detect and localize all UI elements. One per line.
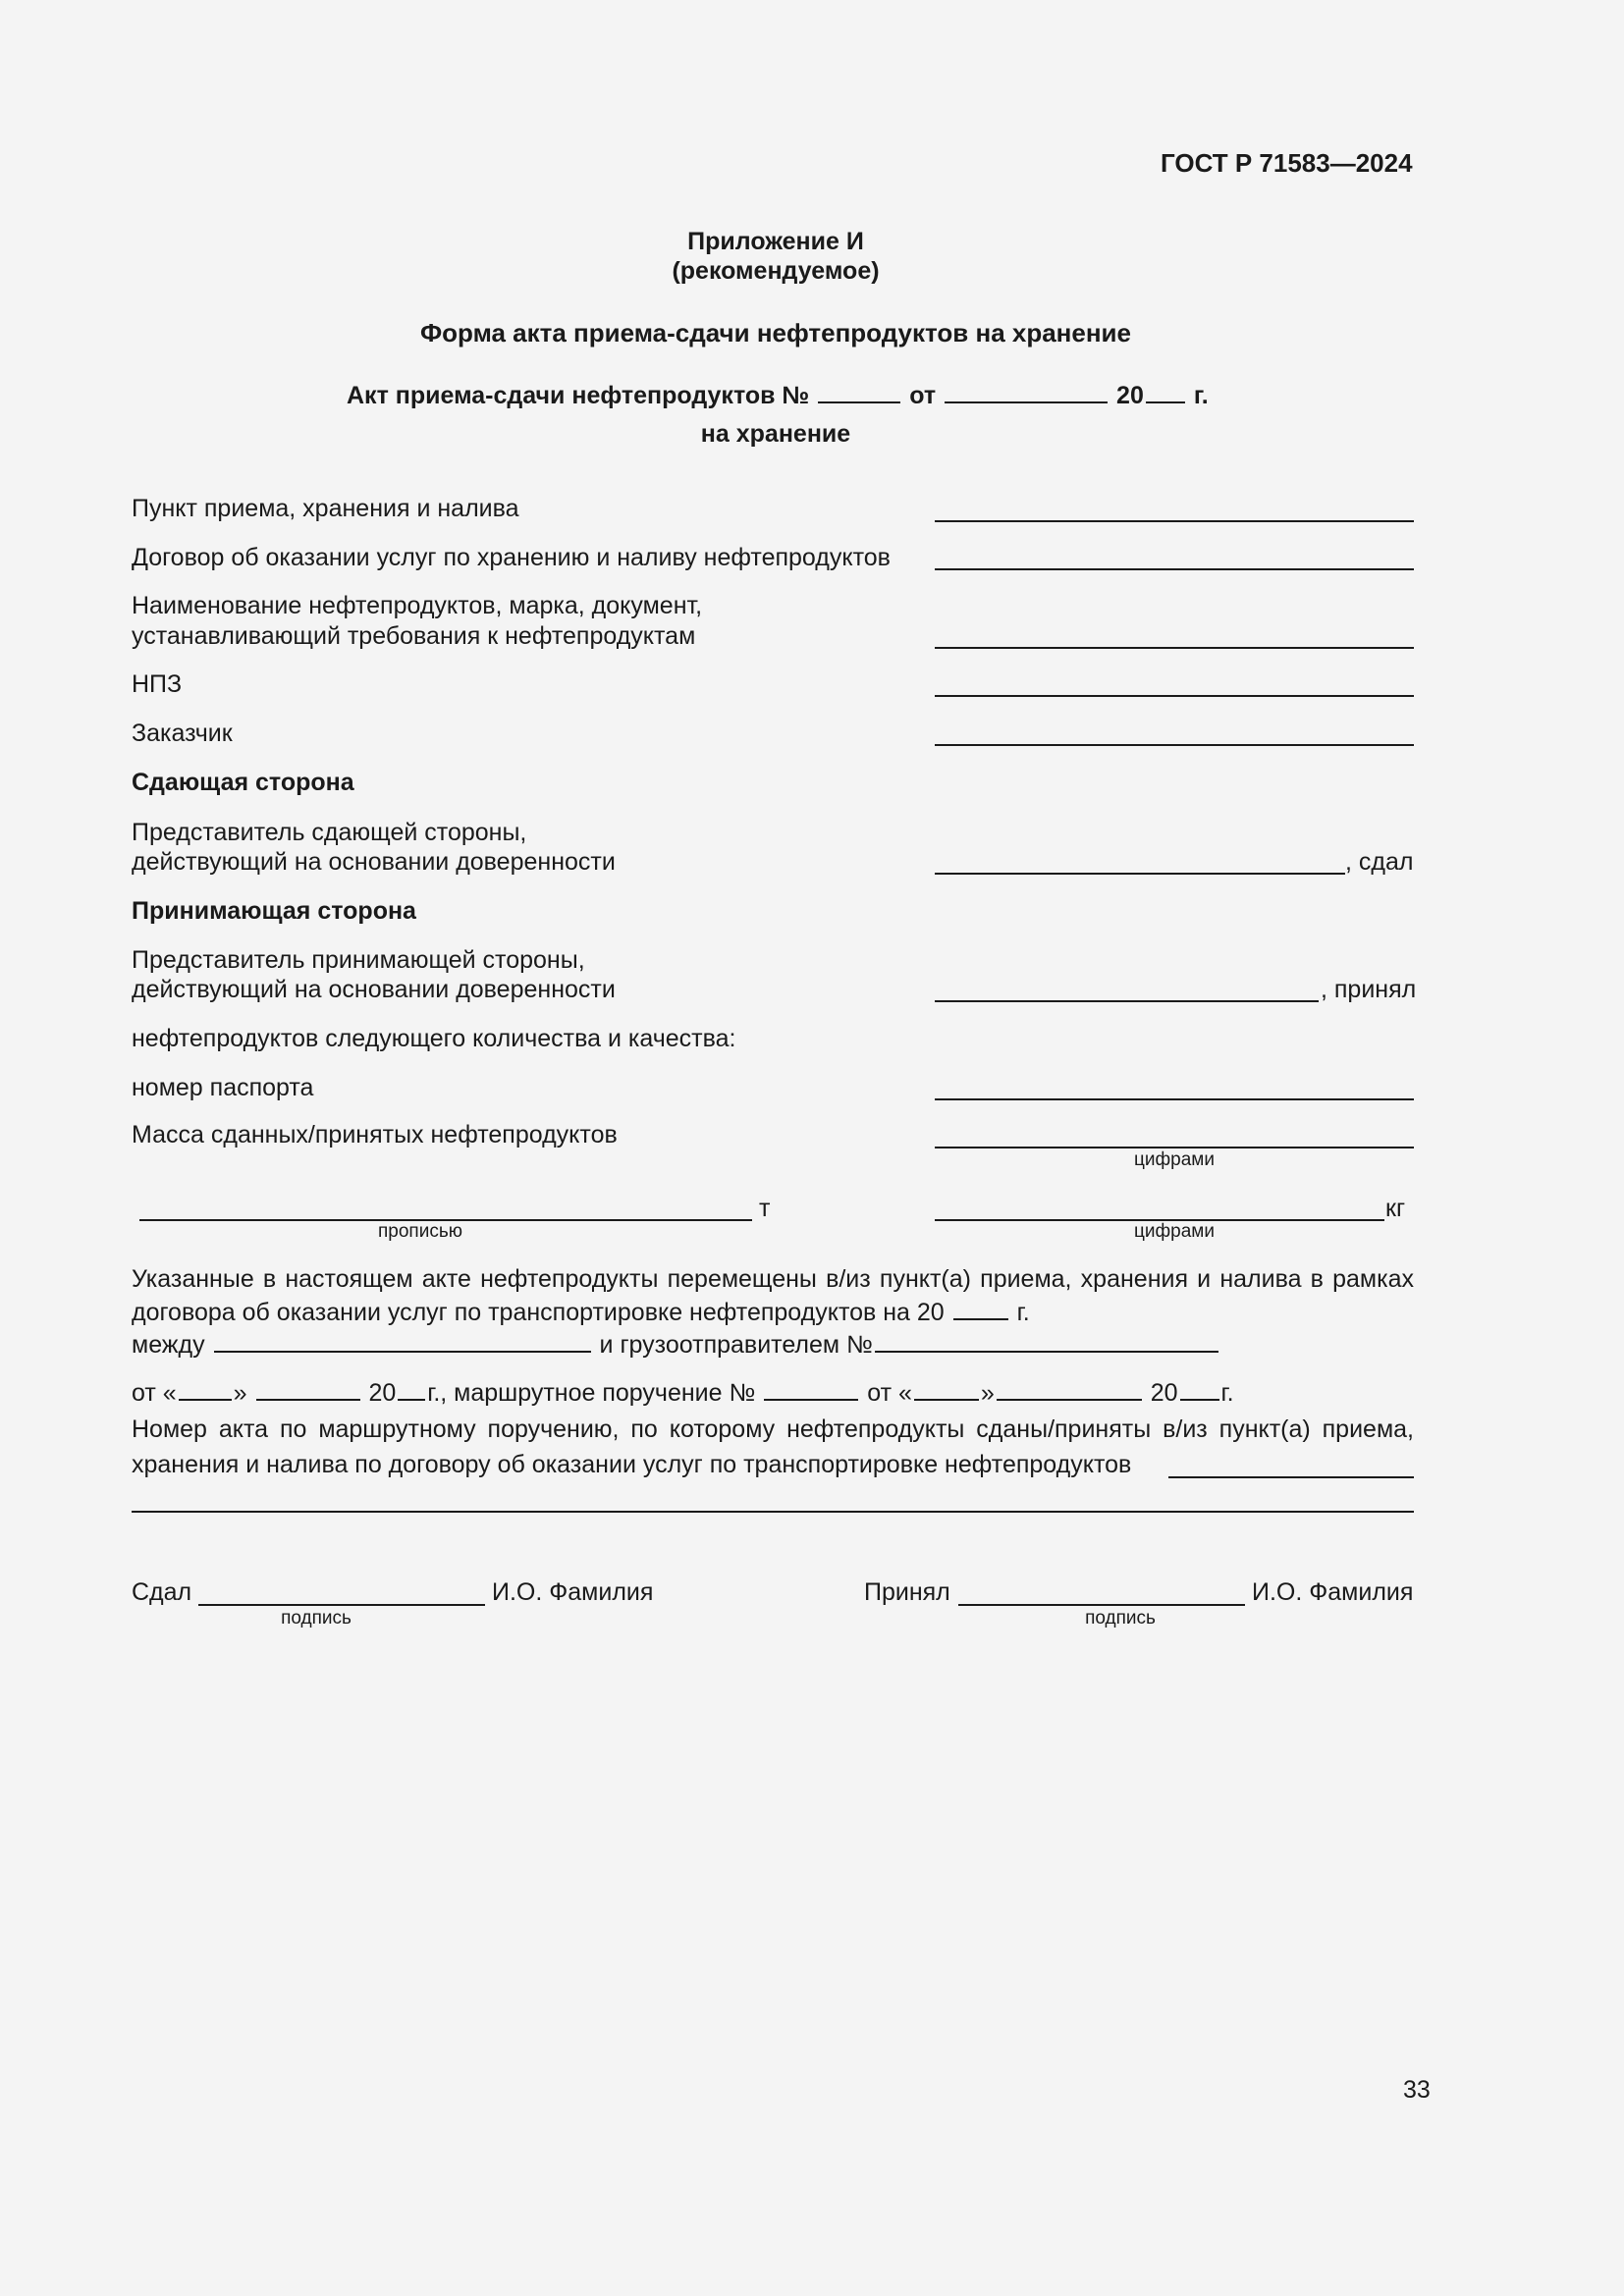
paragraph-from-2: от « xyxy=(867,1379,912,1407)
paragraph-day-blank-1 xyxy=(179,1377,232,1401)
deliver-suffix: , сдал xyxy=(1345,848,1414,876)
signature-handed-label: Сдал xyxy=(132,1578,192,1606)
paragraph-year-blank-2 xyxy=(1180,1377,1219,1401)
paragraph-shipper: и грузоотправителем № xyxy=(599,1331,873,1359)
appendix-type: (рекомендуемое) xyxy=(672,257,880,285)
field-point-label: Пункт приема, хранения и налива xyxy=(132,495,519,522)
field-mass-label: Масса сданных/принятых нефтепродуктов xyxy=(132,1121,618,1148)
signature-handed-line xyxy=(198,1604,485,1606)
act-subtitle: на хранение xyxy=(700,420,851,448)
form-title: Форма акта приема-сдачи нефтепродуктов на хранение xyxy=(419,318,1131,347)
paragraph-route-blank xyxy=(764,1377,858,1401)
caption-digits-1: цифрами xyxy=(1134,1149,1215,1170)
field-passport-label: номер паспорта xyxy=(132,1074,314,1101)
field-customer-line xyxy=(935,744,1414,746)
following-text: нефтепродуктов следующего количества и качества: xyxy=(132,1025,736,1052)
receive-suffix: , принял xyxy=(1321,976,1417,1003)
act-title-prefix: Акт приема-сдачи нефтепродуктов № xyxy=(347,382,810,409)
paragraph-line-5: Номер акта по маршрутному поручению, по которому нефтепродукты сданы/приняты в/из пункт(а) приема, xyxy=(132,1415,1414,1443)
receive-rep-line xyxy=(935,1000,1319,1002)
paragraph-quote-1: » xyxy=(233,1379,247,1407)
delivering-side-heading: Сдающая сторона xyxy=(132,769,354,796)
paragraph-full-line xyxy=(132,1511,1414,1513)
caption-words: прописью xyxy=(378,1221,462,1242)
caption-digits-2: цифрами xyxy=(1134,1221,1215,1242)
field-mass-line xyxy=(935,1147,1414,1148)
deliver-rep-line xyxy=(935,873,1345,875)
receiving-side-heading: Принимающая сторона xyxy=(132,897,416,925)
paragraph-route-order: г., маршрутное поручение № xyxy=(427,1379,756,1407)
signature-handed-caption: подпись xyxy=(281,1608,352,1629)
signature-received-caption: подпись xyxy=(1085,1608,1156,1629)
act-title-line xyxy=(347,380,1209,411)
paragraph-quote-2: » xyxy=(980,1379,995,1407)
field-passport-line xyxy=(935,1098,1414,1100)
paragraph-line-4 xyxy=(132,1377,1234,1409)
appendix-title: Приложение И xyxy=(687,228,864,255)
field-customer-label: Заказчик xyxy=(132,720,233,747)
page-number: 33 xyxy=(1403,2076,1431,2104)
paragraph-month-blank-2 xyxy=(997,1377,1142,1401)
paragraph-line-2-suffix: г. xyxy=(1016,1299,1030,1326)
signature-received-name: И.О. Фамилия xyxy=(1252,1578,1414,1606)
paragraph-month-blank-1 xyxy=(256,1377,360,1401)
unit-kg: кг xyxy=(1385,1195,1406,1222)
paragraph-year-2: 20 xyxy=(1150,1379,1178,1407)
field-contract-label: Договор об оказании услуг по хранению и наливу нефтепродуктов xyxy=(132,544,891,571)
act-title-year: 20 xyxy=(1116,382,1144,409)
paragraph-between-blank xyxy=(214,1329,591,1353)
paragraph-year-blank xyxy=(953,1297,1008,1320)
paragraph-line-2-prefix: договора об оказании услуг по транспортировке нефтепродуктов на 20 xyxy=(132,1299,945,1326)
paragraph-line-3 xyxy=(132,1329,1220,1361)
field-name-line xyxy=(935,647,1414,649)
unit-tonnes: т xyxy=(759,1195,771,1222)
deliver-rep-label-1: Представитель сдающей стороны, xyxy=(132,819,527,846)
standard-number: ГОСТ Р 71583—2024 xyxy=(1161,148,1413,178)
field-name-label-2: устанавливающий требования к нефтепродуктам xyxy=(132,622,696,650)
receive-rep-label-1: Представитель принимающей стороны, xyxy=(132,946,585,974)
act-date-blank xyxy=(945,380,1108,403)
field-name-label-1: Наименование нефтепродуктов, марка, документ, xyxy=(132,592,703,619)
paragraph-day-blank-2 xyxy=(914,1377,979,1401)
field-contract-line xyxy=(935,568,1414,570)
act-year-blank xyxy=(1146,380,1185,403)
act-title-from: от xyxy=(909,382,937,409)
paragraph-line-4-end: г. xyxy=(1220,1379,1234,1407)
paragraph-line-6: хранения и налива по договору об оказании услуг по транспортировке нефтепродуктов xyxy=(132,1451,1132,1478)
paragraph-line-2 xyxy=(132,1297,1030,1328)
paragraph-between: между xyxy=(132,1331,205,1359)
paragraph-shipper-blank xyxy=(875,1329,1218,1353)
field-point-line xyxy=(935,520,1414,522)
signature-received-line xyxy=(958,1604,1245,1606)
act-title-suffix: г. xyxy=(1193,382,1209,409)
receive-rep-label-2: действующий на основании доверенности xyxy=(132,976,616,1003)
field-refinery-label: НПЗ xyxy=(132,670,183,698)
deliver-rep-label-2: действующий на основании доверенности xyxy=(132,848,616,876)
act-number-blank xyxy=(818,380,900,403)
paragraph-year-1: 20 xyxy=(368,1379,397,1407)
paragraph-line-1: Указанные в настоящем акте нефтепродукты перемещены в/из пункт(а) приема, хранения и налива в рамках xyxy=(132,1265,1414,1293)
paragraph-act-number-blank xyxy=(1168,1476,1414,1478)
paragraph-year-blank-1 xyxy=(398,1377,425,1401)
signature-handed-name: И.О. Фамилия xyxy=(492,1578,654,1606)
signature-received-label: Принял xyxy=(864,1578,950,1606)
field-refinery-line xyxy=(935,695,1414,697)
paragraph-from-1: от « xyxy=(132,1379,177,1407)
